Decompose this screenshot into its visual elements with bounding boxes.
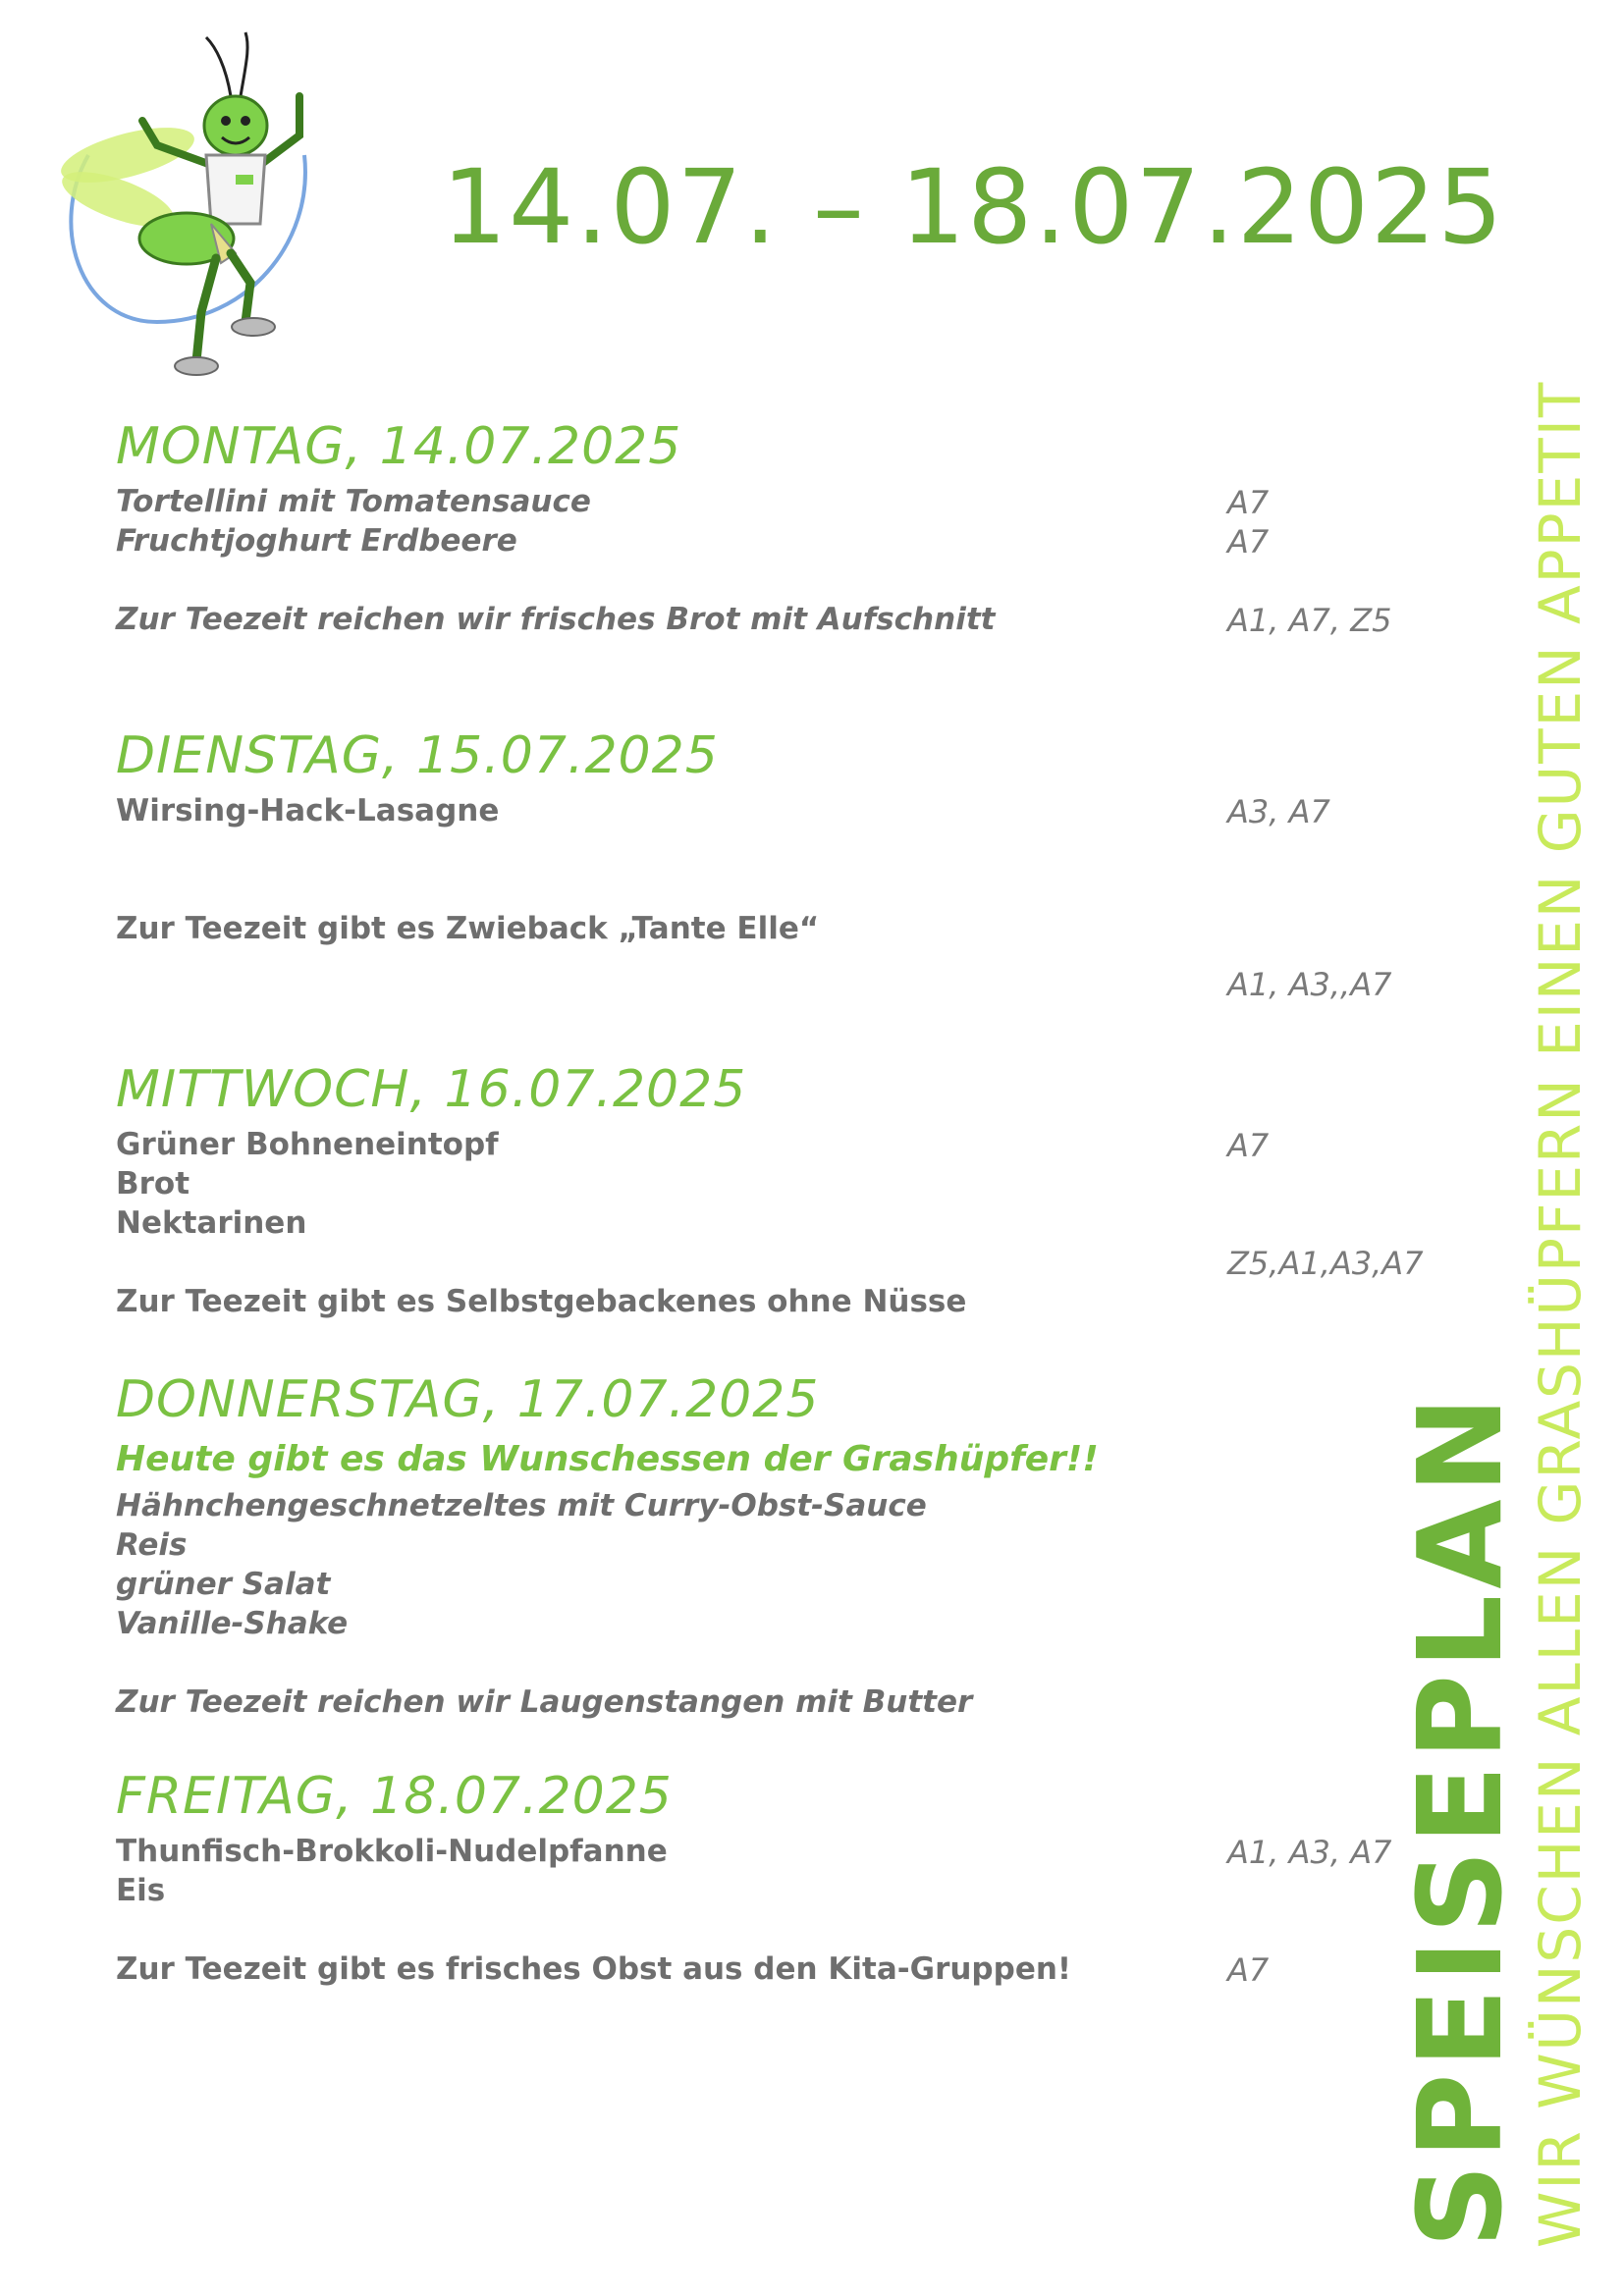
day-title-friday: FREITAG, 18.07.2025 <box>116 1767 673 1826</box>
menu-item: Eis <box>116 1873 166 1908</box>
menu-item: Vanille-Shake <box>116 1606 349 1641</box>
menu-item: Grüner Bohneneintopf <box>116 1127 499 1162</box>
day-title-tuesday: DIENSTAG, 15.07.2025 <box>116 726 719 785</box>
allergen-code: A7 <box>1227 1127 1270 1164</box>
teatime-item: Zur Teezeit reichen wir Laugenstangen mit Butter <box>116 1684 973 1720</box>
appetite-vertical-slogan: WIR WÜNSCHEN ALLEN GRASHÜPFERN EINEN GUTEN APPETIT <box>1527 380 1594 2248</box>
day-title-wednesday: MITTWOCH, 16.07.2025 <box>116 1060 747 1119</box>
allergen-code: A1, A3, A7 <box>1227 1834 1392 1871</box>
allergen-code: Z5,A1,A3,A7 <box>1227 1245 1424 1282</box>
menu-item: Wirsing-Hack-Lasagne <box>116 793 500 828</box>
speiseplan-vertical-title: SPEISEPLAN <box>1392 1390 1528 2248</box>
day-title-monday: MONTAG, 14.07.2025 <box>116 417 682 476</box>
teatime-item: Zur Teezeit gibt es frisches Obst aus den Kita-Gruppen! <box>116 1951 1072 1987</box>
allergen-code: A7 <box>1227 484 1270 521</box>
allergen-code: A7 <box>1227 1951 1270 1989</box>
date-range-title: 14.07. – 18.07.2025 <box>442 147 1505 267</box>
grasshopper-mascot-icon <box>49 27 334 391</box>
special-announcement: Heute gibt es das Wunschessen der Grashüpfer!! <box>116 1439 1099 1479</box>
allergen-code: A1, A3,,A7 <box>1227 966 1392 1003</box>
menu-item: Hähnchengeschnetzeltes mit Curry-Obst-Sauce <box>116 1488 927 1523</box>
teatime-item: Zur Teezeit gibt es Zwieback „Tante Elle“ <box>116 911 820 946</box>
menu-item: grüner Salat <box>116 1567 331 1602</box>
menu-item: Fruchtjoghurt Erdbeere <box>116 523 517 559</box>
teatime-item: Zur Teezeit reichen wir frisches Brot mit Aufschnitt <box>116 602 996 637</box>
allergen-code: A7 <box>1227 523 1270 561</box>
teatime-item: Zur Teezeit gibt es Selbstgebackenes ohne Nüsse <box>116 1284 967 1319</box>
menu-item: Brot <box>116 1166 190 1201</box>
day-title-thursday: DONNERSTAG, 17.07.2025 <box>116 1370 820 1429</box>
menu-item: Thunfisch-Brokkoli-Nudelpfanne <box>116 1834 668 1869</box>
menu-item: Tortellini mit Tomatensauce <box>116 484 591 519</box>
allergen-code: A1, A7, Z5 <box>1227 602 1392 639</box>
menu-item: Nektarinen <box>116 1205 307 1241</box>
allergen-code: A3, A7 <box>1227 793 1330 830</box>
menu-item: Reis <box>116 1527 188 1563</box>
